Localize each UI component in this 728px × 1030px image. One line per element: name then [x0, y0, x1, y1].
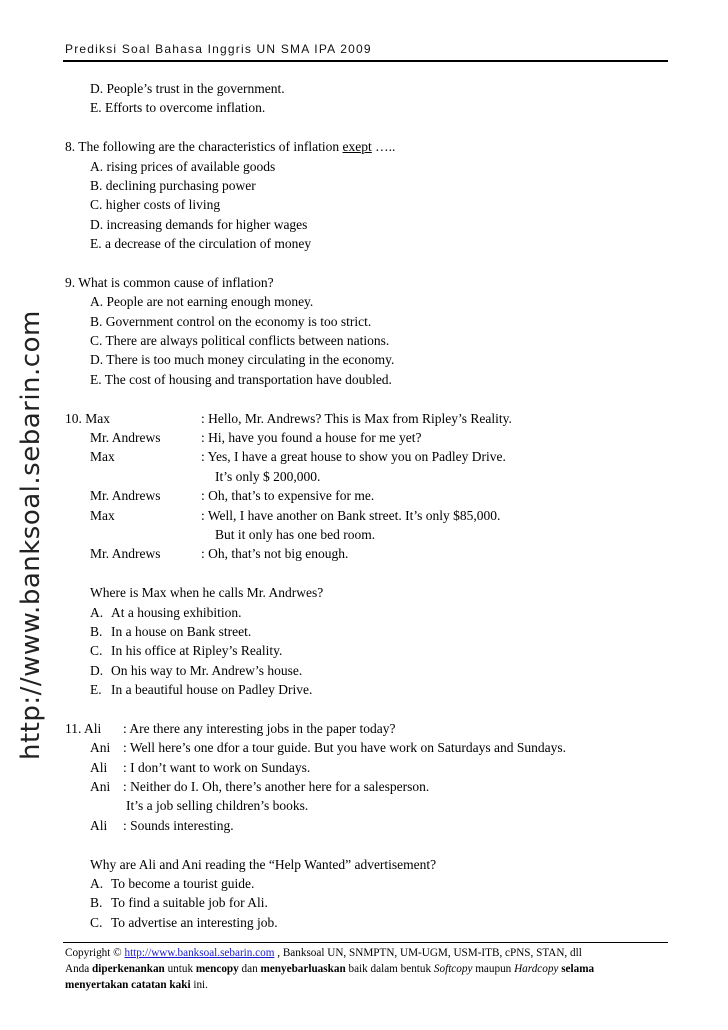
q8-option: C. higher costs of living: [90, 197, 221, 213]
q11-question: Why are Ali and Ani reading the “Help Wanted” advertisement?: [90, 856, 437, 872]
q7-option-d: D. People’s trust in the government.: [90, 81, 285, 96]
q9-option: D. There is too much money circulating in the economy.: [90, 352, 395, 368]
q10-option: D. On his way to Mr. Andrew’s house.: [90, 662, 303, 678]
header-divider: [63, 60, 668, 62]
footer-link[interactable]: http://www.banksoal.sebarin.com: [124, 947, 275, 959]
side-watermark: http://www.banksoal.sebarin.com: [16, 310, 46, 760]
q8-option: E. a decrease of the circulation of money: [90, 236, 312, 252]
footer-line-3: menyertakan catatan kaki ini.: [65, 979, 208, 991]
q9-stem: 9. What is common cause of inflation?: [65, 274, 274, 290]
page-header-title: Prediksi Soal Bahasa Inggris UN SMA IPA 2009: [65, 42, 372, 56]
document-body: [65, 79, 665, 932]
q8-option: A. rising prices of available goods: [90, 158, 276, 174]
q10-question: Where is Max when he calls Mr. Andrwes?: [90, 585, 324, 601]
q9-option: C. There are always political conflicts between nations.: [90, 333, 390, 349]
q11-option: A. To become a tourist guide.: [90, 876, 255, 892]
q8-underlined-word: exept: [342, 139, 372, 155]
q11-dialog-line: 11. Ali : Are there any interesting jobs in the paper today?: [65, 720, 396, 736]
q10-dialog-line: 10. Max : Hello, Mr. Andrews? This is Max from Ripley’s Reality.: [65, 410, 512, 426]
q9-option: E. The cost of housing and transportation have doubled.: [90, 371, 392, 387]
q10-dialog-line: Mr. Andrews : Oh, that’s not big enough.: [90, 546, 349, 562]
q11-dialog-line: Ali : I don’t want to work on Sundays.: [90, 759, 311, 775]
q8-stem: 8. The following are the characteristics of inflation exept …..: [65, 139, 396, 155]
q11-dialog-line: Ani : Neither do I. Oh, there’s another here for a salesperson.: [90, 779, 430, 795]
q9-option: A. People are not earning enough money.: [90, 294, 314, 310]
q8-option: D. increasing demands for higher wages: [90, 216, 308, 232]
footer-divider: [63, 942, 668, 943]
q11-dialog-line: Ali : Sounds interesting.: [90, 817, 234, 833]
q10-dialog-continuation: It’s only $ 200,000.: [215, 468, 321, 484]
q10-dialog-line: Mr. Andrews : Hi, have you found a house for me yet?: [90, 430, 422, 446]
q11-option: B. To find a suitable job for Ali.: [90, 895, 268, 911]
footer-line-1: Copyright © http://www.banksoal.sebarin.com , Banksoal UN, SNMPTN, UM-UGM, USM-ITB, cPNS, STAN, dll: [65, 947, 582, 959]
q11-dialog-continuation: It’s a job selling children’s books.: [126, 798, 309, 814]
q11-option: C. To advertise an interesting job.: [90, 914, 278, 930]
q7-option-e: E. Efforts to overcome inflation.: [90, 100, 266, 116]
q10-dialog-line: Max : Well, I have another on Bank street. It’s only $85,000.: [90, 507, 501, 523]
footer-line-2: Anda diperkenankan untuk mencopy dan menyebarluaskan baik dalam bentuk Softcopy maupun Hardcopy selama: [65, 963, 595, 975]
q10-dialog-line: Max : Yes, I have a great house to show you on Padley Drive.: [90, 449, 506, 465]
q11-dialog-line: Ani : Well here’s one dfor a tour guide. But you have work on Saturdays and Sundays.: [90, 740, 566, 756]
q8-option: B. declining purchasing power: [90, 177, 256, 193]
footer: [65, 945, 685, 993]
q10-option: B. In a house on Bank street.: [90, 623, 252, 639]
q9-option: B. Government control on the economy is too strict.: [90, 313, 372, 329]
q10-dialog-continuation: But it only has one bed room.: [215, 526, 376, 542]
q10-dialog-line: Mr. Andrews : Oh, that’s to expensive for me.: [90, 488, 375, 504]
q10-option: A. At a housing exhibition.: [90, 604, 242, 620]
q10-option: E. In a beautiful house on Padley Drive.: [90, 682, 313, 698]
q10-option: C. In his office at Ripley’s Reality.: [90, 643, 283, 659]
